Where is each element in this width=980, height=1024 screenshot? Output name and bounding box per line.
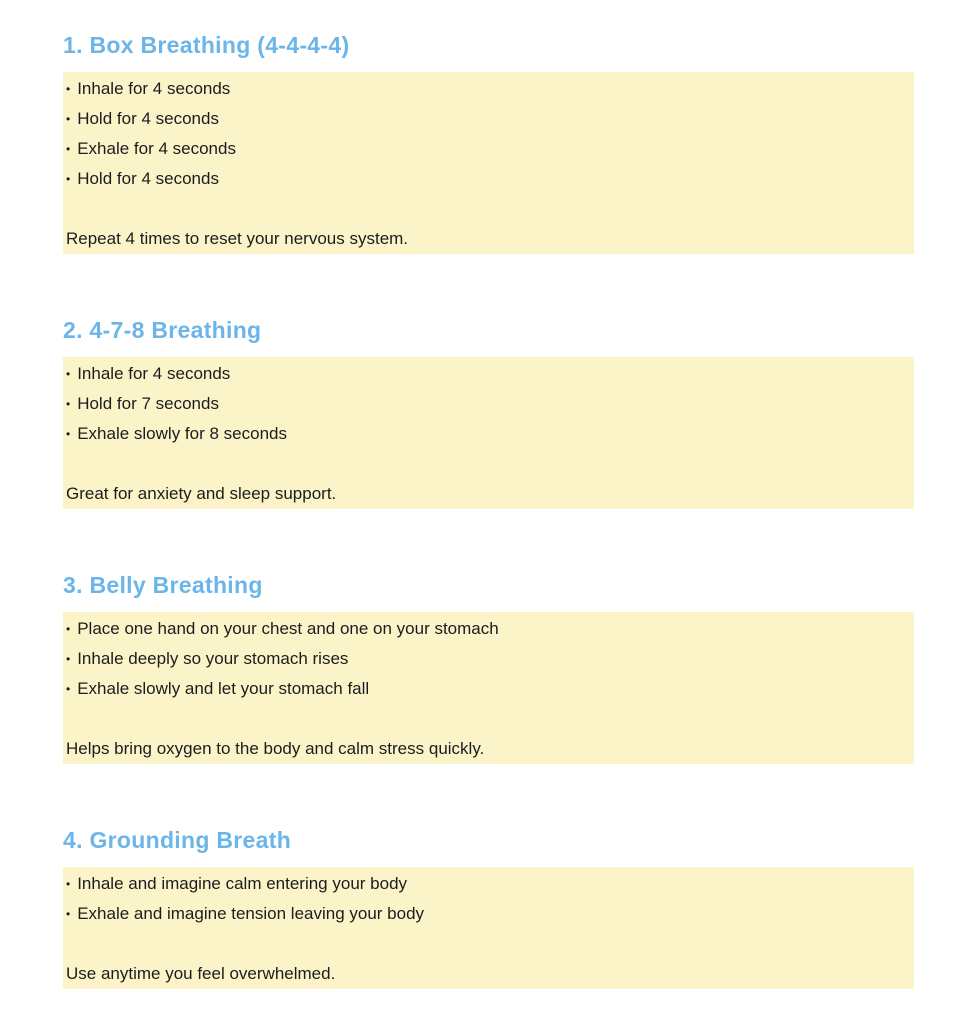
bullet-dot-icon: • <box>66 397 71 411</box>
bullet-dot-icon: • <box>66 367 71 381</box>
bullet-text: Exhale and imagine tension leaving your body <box>77 904 425 923</box>
section-title: 1. Box Breathing (4-4-4-4) <box>63 32 350 58</box>
bullet-text: Inhale and imagine calm entering your body <box>77 874 408 893</box>
section-title: 2. 4-7-8 Breathing <box>63 317 262 343</box>
blank-line <box>66 449 908 479</box>
bullet-dot-icon: • <box>66 682 71 696</box>
bullet-dot-icon: • <box>66 622 71 636</box>
bullet-text: Hold for 4 seconds <box>77 169 219 188</box>
bullet-text: Hold for 7 seconds <box>77 394 219 413</box>
bullet-line <box>66 899 908 929</box>
bullet-line <box>66 614 908 644</box>
highlight-box <box>63 72 914 254</box>
section-note: Great for anxiety and sleep support. <box>66 484 337 503</box>
blank-line <box>66 194 908 224</box>
highlight-box <box>63 357 914 509</box>
bullet-text: Inhale for 4 seconds <box>77 79 231 98</box>
bullet-dot-icon: • <box>66 427 71 441</box>
bullet-dot-icon: • <box>66 652 71 666</box>
bullet-dot-icon: • <box>66 142 71 156</box>
bullet-dot-icon: • <box>66 172 71 186</box>
bullet-text: Exhale for 4 seconds <box>77 139 236 158</box>
bullet-line <box>66 674 908 704</box>
bullet-dot-icon: • <box>66 82 71 96</box>
section-belly-breathing <box>63 573 914 764</box>
bullet-line <box>66 359 908 389</box>
bullet-text: Place one hand on your chest and one on your stomach <box>77 619 499 638</box>
bullet-line <box>66 419 908 449</box>
blank-line <box>66 929 908 959</box>
bullet-dot-icon: • <box>66 112 71 126</box>
bullet-line <box>66 164 908 194</box>
bullet-text: Exhale slowly for 8 seconds <box>77 424 287 443</box>
section-note: Use anytime you feel overwhelmed. <box>66 964 336 983</box>
section-box-breathing <box>63 33 914 254</box>
section-note: Helps bring oxygen to the body and calm stress quickly. <box>66 739 485 758</box>
highlight-box <box>63 867 914 989</box>
bullet-line <box>66 74 908 104</box>
bullet-line <box>66 134 908 164</box>
bullet-line <box>66 644 908 674</box>
bullet-text: Hold for 4 seconds <box>77 109 219 128</box>
bullet-text: Inhale deeply so your stomach rises <box>77 649 349 668</box>
highlight-box <box>63 612 914 764</box>
bullet-dot-icon: • <box>66 907 71 921</box>
blank-line <box>66 704 908 734</box>
bullet-text: Inhale for 4 seconds <box>77 364 231 383</box>
section-title: 3. Belly Breathing <box>63 572 263 598</box>
section-note: Repeat 4 times to reset your nervous system. <box>66 229 409 248</box>
bullet-line <box>66 104 908 134</box>
bullet-line <box>66 389 908 419</box>
bullet-dot-icon: • <box>66 877 71 891</box>
bullet-text: Exhale slowly and let your stomach fall <box>77 679 370 698</box>
section-478-breathing <box>63 318 914 509</box>
bullet-line <box>66 869 908 899</box>
section-title: 4. Grounding Breath <box>63 827 292 853</box>
section-grounding-breath <box>63 828 914 989</box>
